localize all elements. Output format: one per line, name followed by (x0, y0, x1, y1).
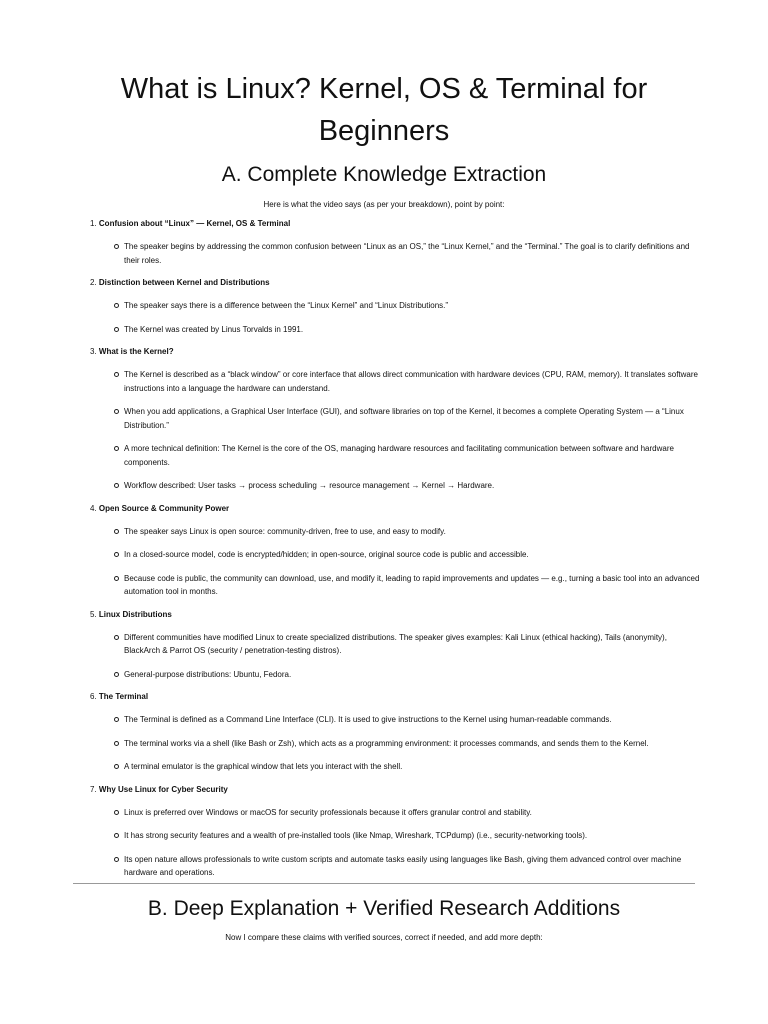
point-detail-item (124, 713, 700, 727)
point-detail-text: The terminal works via a shell (like Bash or Zsh), which acts as a programming environment: it processes commands, and sends them to the Kernel. (124, 738, 649, 748)
circle-bullet-icon (114, 372, 119, 377)
knowledge-point (90, 691, 700, 774)
point-title: Confusion about “Linux” — Kernel, OS & Terminal (98, 219, 291, 228)
section-a-intro: Here is what the video says (as per your breakdown), point by point: (263, 200, 505, 209)
point-detail-text: General-purpose distributions: Ubuntu, Fedora. (124, 669, 292, 679)
section-b-intro: Now I compare these claims with verified sources, correct if needed, and add more depth: (225, 933, 543, 942)
point-number: 3. (90, 347, 97, 356)
point-detail-list (90, 240, 700, 267)
point-detail-list (90, 525, 700, 599)
circle-bullet-icon (114, 717, 119, 722)
point-detail-item (124, 405, 700, 432)
point-detail-item (124, 299, 700, 313)
knowledge-point (90, 218, 700, 267)
point-number: 1. (90, 219, 97, 228)
point-title: Linux Distributions (98, 609, 172, 619)
point-title: Why Use Linux for Cyber Security (98, 784, 228, 794)
point-number: 2. (90, 278, 97, 287)
point-number: 6. (90, 692, 97, 701)
point-detail-text: Linux is preferred over Windows or macOS for security professionals because it offers granular control and stability. (124, 807, 532, 817)
circle-bullet-icon (114, 764, 119, 769)
circle-bullet-icon (114, 857, 119, 862)
point-detail-item (124, 525, 700, 539)
circle-bullet-icon (114, 244, 119, 249)
point-title: Distinction between Kernel and Distributions (98, 278, 270, 287)
page-title: What is Linux? Kernel, OS & Terminal for Beginners (120, 73, 648, 147)
point-detail-text: Workflow described: User tasks → process scheduling → resource management → Kernel → Hardware. (124, 481, 495, 490)
point-detail-text: Its open nature allows professionals to write custom scripts and automate tasks easily using languages like Bash, giving them advanced control over machine hardware and operations. (124, 854, 682, 877)
point-detail-list (90, 631, 700, 682)
circle-bullet-icon (114, 810, 119, 815)
point-detail-item (124, 829, 700, 843)
point-title: Open Source & Community Power (98, 503, 230, 513)
point-detail-text: The speaker says Linux is open source: community-driven, free to use, and easy to modify. (124, 526, 446, 536)
point-detail-list (90, 299, 700, 336)
point-detail-item (124, 853, 700, 880)
circle-bullet-icon (114, 303, 119, 308)
circle-bullet-icon (114, 576, 119, 581)
point-number: 5. (90, 609, 97, 619)
point-heading (90, 218, 700, 230)
circle-bullet-icon (114, 529, 119, 534)
point-detail-item (124, 631, 700, 658)
point-detail-item (124, 240, 700, 267)
knowledge-point (90, 277, 700, 336)
point-detail-text: A terminal emulator is the graphical window that lets you interact with the shell. (124, 762, 403, 771)
point-title: What is the Kernel? (98, 347, 174, 356)
point-detail-text: The Kernel was created by Linus Torvalds in 1991. (124, 324, 304, 334)
circle-bullet-icon (114, 327, 119, 332)
circle-bullet-icon (114, 446, 119, 451)
point-heading (90, 784, 700, 796)
point-number: 7. (90, 784, 97, 794)
knowledge-point (90, 609, 700, 682)
point-detail-item (124, 572, 700, 599)
point-detail-text: It has strong security features and a wealth of pre-installed tools (like Nmap, Wireshark, TCPdump) (i.e., security-networking tools). (124, 831, 588, 840)
point-detail-list (90, 713, 700, 774)
point-detail-item (124, 548, 700, 562)
section-a-heading: A. Complete Knowledge Extraction (221, 163, 547, 186)
point-heading (90, 609, 700, 621)
point-heading (90, 691, 700, 703)
point-detail-text: The speaker says there is a difference between the “Linux Kernel” and “Linux Distributions.” (124, 301, 449, 310)
knowledge-point-list (90, 218, 700, 890)
knowledge-point (90, 346, 700, 493)
point-detail-text: The speaker begins by addressing the common confusion between “Linux as an OS,” the “Linux Kernel,” and the “Terminal.” The goal is to clarify definitions and their roles. (124, 242, 690, 265)
circle-bullet-icon (114, 483, 119, 488)
point-detail-item (124, 368, 700, 395)
point-number: 4. (90, 503, 97, 513)
circle-bullet-icon (114, 833, 119, 838)
knowledge-point (90, 784, 700, 880)
point-detail-text: The Kernel is described as a “black window” or core interface that allows direct communication with hardware devices (CPU, RAM, memory). It translates software instructions into a language the hardware can understand. (124, 370, 698, 393)
point-detail-list (90, 368, 700, 493)
point-detail-text: The Terminal is defined as a Command Line Interface (CLI). It is used to give instructions to the Kernel using human-readable commands. (124, 715, 612, 724)
point-detail-item (124, 737, 700, 751)
knowledge-point (90, 503, 700, 599)
point-detail-item (124, 323, 700, 337)
point-detail-text: A more technical definition: The Kernel is the core of the OS, managing hardware resources and facilitating communication between software and hardware components. (124, 444, 674, 467)
point-detail-text: Because code is public, the community can download, use, and modify it, leading to rapid improvements and updates — e.g., turning a basic tool into an advanced automation tool in months. (124, 573, 700, 596)
point-detail-item (124, 806, 700, 820)
section-b-heading: B. Deep Explanation + Verified Research Additions (147, 897, 621, 920)
point-detail-list (90, 806, 700, 880)
section-divider (73, 883, 695, 884)
point-heading (90, 503, 700, 515)
circle-bullet-icon (114, 635, 119, 640)
circle-bullet-icon (114, 672, 119, 677)
point-detail-item (124, 760, 700, 774)
point-title: The Terminal (98, 692, 149, 701)
point-detail-item (124, 668, 700, 682)
circle-bullet-icon (114, 409, 119, 414)
point-heading (90, 346, 700, 358)
point-heading (90, 277, 700, 289)
point-detail-item (124, 442, 700, 469)
circle-bullet-icon (114, 741, 119, 746)
circle-bullet-icon (114, 552, 119, 557)
point-detail-text: Different communities have modified Linux to create specialized distributions. The speaker gives examples: Kali Linux (ethical hacking), Tails (anonymity), BlackArch & Parrot OS (security / penetration-testing distros). (124, 632, 667, 655)
point-detail-item (124, 479, 700, 493)
point-detail-text: When you add applications, a Graphical User Interface (GUI), and software libraries on top of the Kernel, it becomes a complete Operating System — a “Linux Distribution.” (124, 407, 684, 430)
point-detail-text: In a closed-source model, code is encrypted/hidden; in open-source, original source code is public and accessible. (124, 550, 529, 559)
